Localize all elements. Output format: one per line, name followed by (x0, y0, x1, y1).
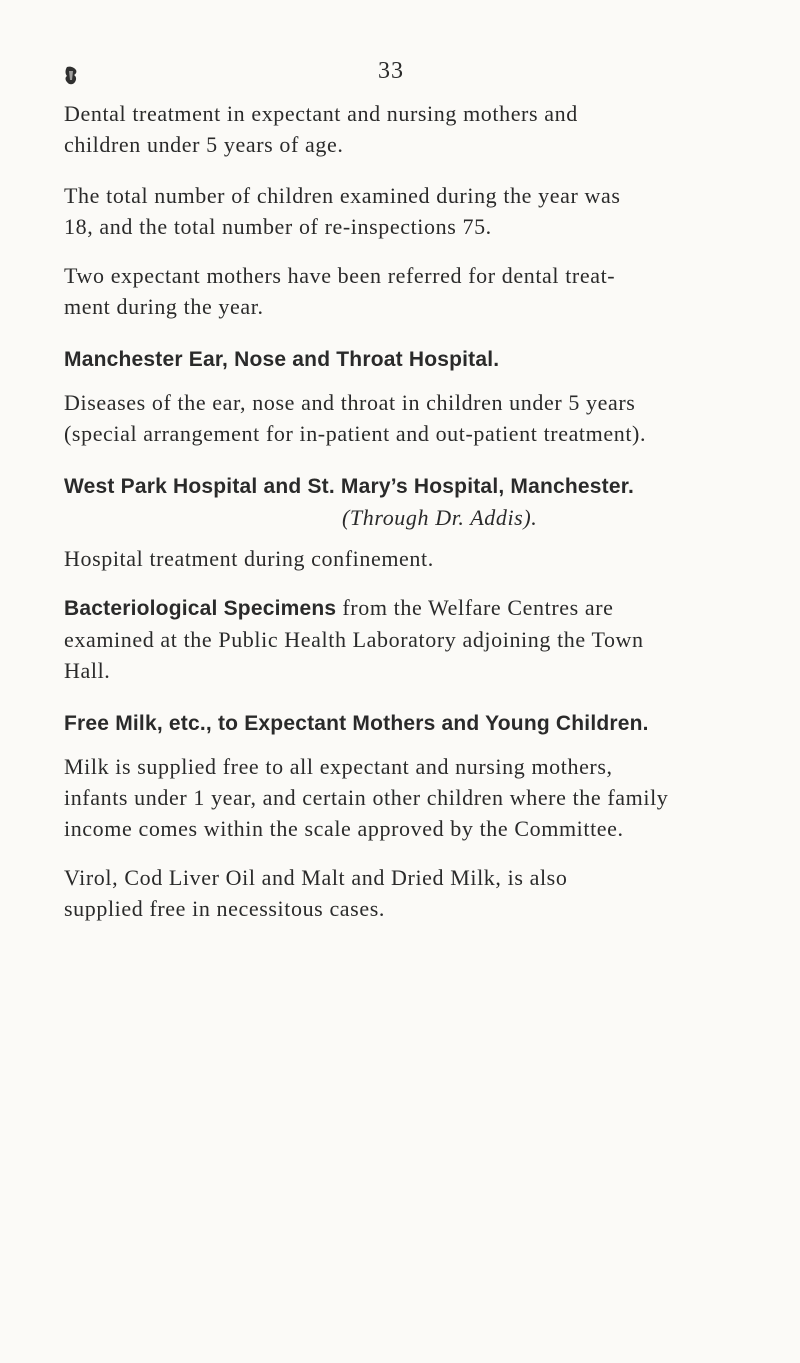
free-milk-heading: Free Milk, etc., to Expectant Mothers and Young Children. (64, 712, 649, 735)
stamp-mark-icon (64, 66, 78, 86)
virol-line-1: Virol, Cod Liver Oil and Malt and Dried Milk, is also (64, 865, 568, 890)
children-examined-paragraph (64, 180, 744, 242)
free-milk-line-2: infants under 1 year, and certain other children where the family (64, 785, 669, 810)
children-examined-line-2: 18, and the total number of re-inspections 75. (64, 214, 492, 239)
west-park-subheading: (Through Dr. Addis). (342, 505, 538, 530)
bacteriological-line-1 (64, 592, 744, 624)
dental-treatment-paragraph (64, 98, 744, 160)
manchester-ent-line-2: (special arrangement for in-patient and out-patient treatment). (64, 421, 647, 446)
free-milk-paragraph (64, 751, 744, 844)
west-park-paragraph (64, 543, 744, 574)
manchester-ent-paragraph (64, 387, 744, 449)
manchester-ent-heading: Manchester Ear, Nose and Throat Hospital. (64, 348, 500, 371)
manchester-ent-line-1: Diseases of the ear, nose and throat in children under 5 years (64, 390, 636, 415)
free-milk-line-3: income comes within the scale approved by the Committee. (64, 816, 624, 841)
document-body (64, 98, 744, 924)
bacteriological-line-3: Hall. (64, 658, 111, 683)
bacteriological-line-2: examined at the Public Health Laboratory adjoining the Town (64, 627, 644, 652)
bacteriological-paragraph (64, 592, 744, 686)
dental-line-1: Dental treatment in expectant and nursing mothers and (64, 101, 578, 126)
virol-line-2: supplied free in necessitous cases. (64, 896, 385, 921)
dental-line-2: children under 5 years of age. (64, 132, 344, 157)
page-number: 33 (378, 58, 404, 84)
mothers-referred-line-1: Two expectant mothers have been referred for dental treat- (64, 263, 616, 288)
virol-paragraph (64, 862, 744, 924)
children-examined-line-1: The total number of children examined during the year was (64, 183, 621, 208)
west-park-line-1: Hospital treatment during confinement. (64, 546, 434, 571)
mothers-referred-paragraph (64, 260, 744, 322)
mothers-referred-line-2: ment during the year. (64, 294, 264, 319)
free-milk-line-1: Milk is supplied free to all expectant and nursing mothers, (64, 754, 613, 779)
bacteriological-line-1-rest: from the Welfare Centres are (336, 595, 614, 620)
west-park-heading: West Park Hospital and St. Mary’s Hospital, Manchester. (64, 475, 635, 498)
bacteriological-lead: Bacteriological Specimens (64, 597, 337, 620)
